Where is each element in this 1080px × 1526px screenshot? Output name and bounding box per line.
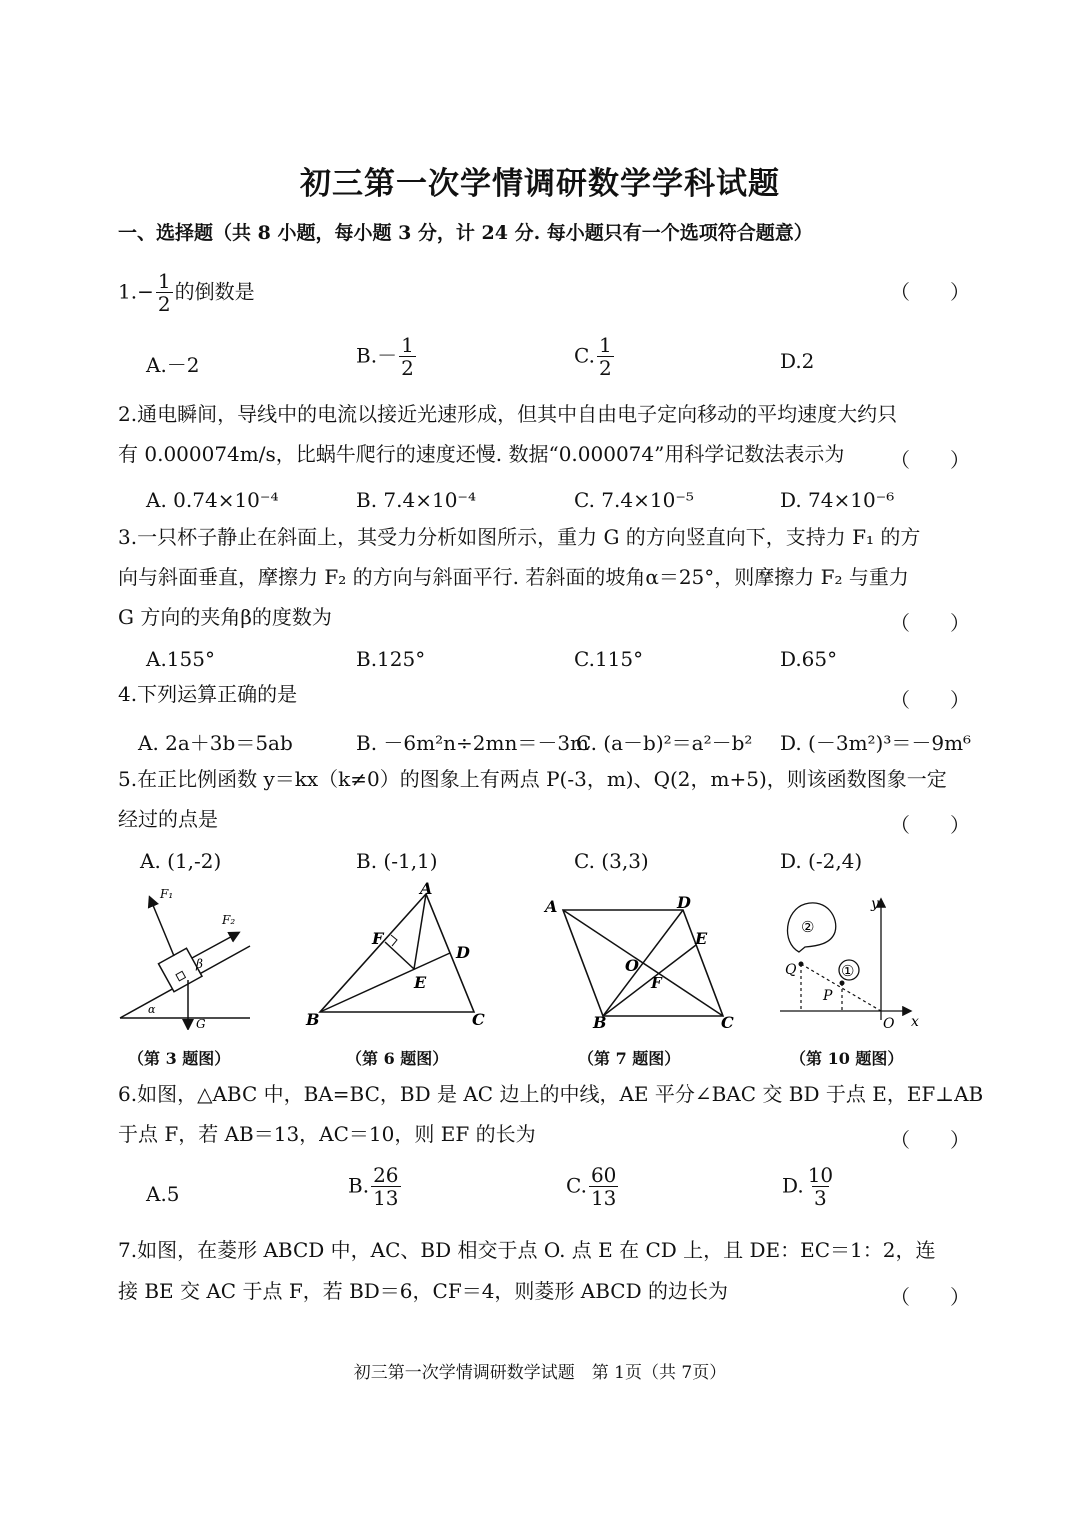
fig3-support-arrow: [150, 898, 174, 956]
q1-frac-den: 2: [157, 292, 171, 316]
q1-c-den: 2: [598, 356, 612, 380]
fig10-label-1: ①: [841, 962, 855, 980]
q3-option-b: B.125°: [356, 647, 426, 671]
q2-option-b: B. 7.4×10⁻⁴: [356, 488, 476, 512]
fig7-label-a: A: [545, 897, 558, 916]
figure-10: [775, 880, 935, 1030]
q1-number: 1.: [118, 279, 138, 304]
q1-neg: −: [137, 279, 154, 304]
q6-c-den: 13: [590, 1186, 617, 1210]
fig3-label-alpha: α: [148, 1003, 156, 1016]
fig10-caption: （第 10 题图）: [790, 1049, 904, 1068]
q1-option-c-fraction: [597, 334, 614, 380]
q6-d-num: 10: [807, 1163, 834, 1187]
fig6-label-b: B: [306, 1010, 320, 1029]
q5-answer-paren: （ ）: [890, 813, 970, 837]
figure-7: [535, 880, 745, 1030]
q6-option-b-label: B.: [348, 1173, 370, 1198]
q1-b-num: 1: [401, 333, 414, 357]
fig6-right-angle-mark: [391, 935, 397, 946]
fig10-label-o: O: [883, 1016, 895, 1030]
q4-answer-paren: （ ）: [890, 688, 970, 712]
fig6-median-bd: [320, 953, 450, 1012]
figure-6: [300, 880, 500, 1030]
q6-option-b-fraction: [371, 1164, 400, 1210]
fig10-point-q: [799, 962, 804, 967]
q5-option-a: A. (1,-2): [140, 849, 222, 873]
fig7-caption: （第 7 题图）: [578, 1049, 681, 1068]
q6-option-a: A.5: [146, 1182, 180, 1206]
fig6-label-f: F: [372, 929, 384, 948]
fig7-label-d: D: [677, 893, 691, 912]
q5-option-b: B. (-1,1): [356, 849, 438, 873]
q3-option-d: D.65°: [780, 647, 838, 671]
q3-answer-paren: （ ）: [890, 611, 970, 635]
q4-option-c: C. (a－b)²＝a²－b²: [576, 731, 753, 755]
fig6-caption: （第 6 题图）: [346, 1049, 449, 1068]
q1-option-d: D.2: [780, 349, 815, 373]
fig7-label-b: B: [593, 1013, 607, 1030]
q7-line1: 7.如图，在菱形 ABCD 中，AC、BD 相交于点 O. 点 E 在 CD 上，且 DE：EC＝1：2，连: [118, 1238, 936, 1262]
q3-option-a: A.155°: [146, 647, 215, 671]
fig3-label-f1: F₁: [160, 887, 174, 901]
q5-line1: 5.在正比例函数 y＝kx（k≠0）的图象上有两点 P(-3，m)、Q(2，m+5)，则该函数图象一定: [118, 767, 947, 791]
q6-option-c-label: C.: [566, 1173, 587, 1198]
q1-answer-paren: （ ）: [890, 280, 970, 304]
q6-option-c-fraction: [589, 1164, 618, 1210]
fig7-label-f: F: [651, 974, 662, 992]
q6-option-d-label: D.: [782, 1173, 804, 1198]
fig3-caption: （第 3 题图）: [128, 1049, 231, 1068]
fig7-diagonal-bd: [603, 910, 683, 1016]
fig10-point-p: [840, 981, 845, 986]
q5-option-c: C. (3,3): [574, 849, 649, 873]
q1-option-b-label: B.: [356, 343, 378, 368]
q1-frac-num: 1: [157, 269, 171, 293]
fig7-label-e: E: [695, 929, 708, 948]
fig7-label-c: C: [721, 1013, 734, 1030]
page-title: 初三第一次学情调研数学学科试题: [300, 166, 780, 202]
q6-line2: 于点 F，若 AB＝13，AC＝10，则 EF 的长为: [118, 1122, 536, 1146]
fig6-perp-ef: [385, 942, 414, 969]
q5-line2: 经过的点是: [118, 807, 218, 831]
q1-b-den: 2: [401, 356, 414, 380]
q1-option-c-label: C.: [574, 343, 595, 368]
fig3-label-beta: β: [196, 957, 203, 971]
q1-c-num: 1: [598, 333, 612, 357]
q1-option-a: A.－2: [146, 353, 200, 377]
q1-option-c: [574, 334, 616, 380]
q1-fraction: [156, 270, 173, 316]
q1-text: 的倒数是: [174, 279, 255, 304]
figure-3: [110, 880, 270, 1030]
fig10-label-x: x: [911, 1014, 919, 1030]
fig7-label-o: O: [625, 956, 639, 975]
q3-line2: 向与斜面垂直，摩擦力 F₂ 的方向与斜面平行. 若斜面的坡角α＝25°，则摩擦力 F₂ 与重力: [118, 565, 909, 589]
fig3-label-f2: F₂: [222, 913, 236, 927]
q1-option-b-sign: －: [377, 343, 398, 368]
section-heading: 一、选择题（共 8 小题，每小题 3 分，计 24 分. 每小题只有一个选项符合题意）: [118, 222, 813, 244]
fig6-label-a: A: [420, 880, 433, 898]
fig6-label-d: D: [456, 943, 470, 962]
q2-option-c: C. 7.4×10⁻⁵: [574, 488, 694, 512]
q2-line2: 有 0.000074m/s，比蜗牛爬行的速度还慢. 数据“0.000074”用科学记数法表示为: [118, 442, 845, 466]
q1-option-b: [356, 334, 418, 380]
fig10-label-y: y: [871, 896, 879, 912]
fig10-label-2: ②: [801, 918, 815, 936]
page-footer: 初三第一次学情调研数学试题 第 1页（共 7页）: [353, 1363, 727, 1383]
q6-c-num: 60: [590, 1163, 617, 1187]
fig6-label-e: E: [414, 973, 427, 992]
q5-option-d: D. (-2,4): [780, 849, 863, 873]
q2-option-d: D. 74×10⁻⁶: [780, 488, 895, 512]
q6-d-den: 3: [814, 1186, 827, 1210]
fig3-label-g: G: [196, 1017, 206, 1030]
fig7-segment-be: [603, 945, 696, 1016]
q3-option-c: C.115°: [574, 647, 644, 671]
q2-option-a: A. 0.74×10⁻⁴: [146, 488, 279, 512]
q6-option-b: [348, 1164, 403, 1210]
q4-text: 4.下列运算正确的是: [118, 682, 298, 706]
fig10-label-p: P: [823, 988, 833, 1004]
q6-b-num: 26: [373, 1163, 399, 1187]
q4-option-a: A. 2a＋3b＝5ab: [138, 731, 293, 755]
fig3-friction-arrow: [192, 933, 238, 958]
question-1: [118, 270, 255, 316]
q6-option-c: [566, 1164, 620, 1210]
q1-option-b-fraction: [399, 334, 416, 380]
q6-option-d-fraction: [806, 1164, 835, 1210]
q4-option-b: B. －6m²n÷2mn＝－3m: [356, 731, 590, 755]
q4-option-d: D. (－3m²)³＝－9m⁶: [780, 731, 972, 755]
q3-line1: 3.一只杯子静止在斜面上，其受力分析如图所示，重力 G 的方向竖直向下，支持力 F₁ 的方: [118, 525, 921, 549]
q6-option-d: [782, 1164, 837, 1210]
q3-line3: G 方向的夹角β的度数为: [118, 605, 332, 629]
q2-answer-paren: （ ）: [890, 448, 970, 472]
q7-answer-paren: （ ）: [890, 1285, 970, 1309]
fig6-label-c: C: [472, 1010, 485, 1029]
q7-line2: 接 BE 交 AC 于点 F，若 BD＝6，CF＝4，则菱形 ABCD 的边长为: [118, 1279, 728, 1303]
q2-line1: 2.通电瞬间，导线中的电流以接近光速形成，但其中自由电子定向移动的平均速度大约只: [118, 402, 898, 426]
fig10-label-q: Q: [785, 962, 797, 978]
q6-b-den: 13: [373, 1186, 399, 1210]
q6-answer-paren: （ ）: [890, 1128, 970, 1152]
q6-line1: 6.如图，△ABC 中，BA=BC，BD 是 AC 边上的中线，AE 平分∠BAC 交 BD 于点 E，EF⊥AB: [118, 1082, 984, 1106]
